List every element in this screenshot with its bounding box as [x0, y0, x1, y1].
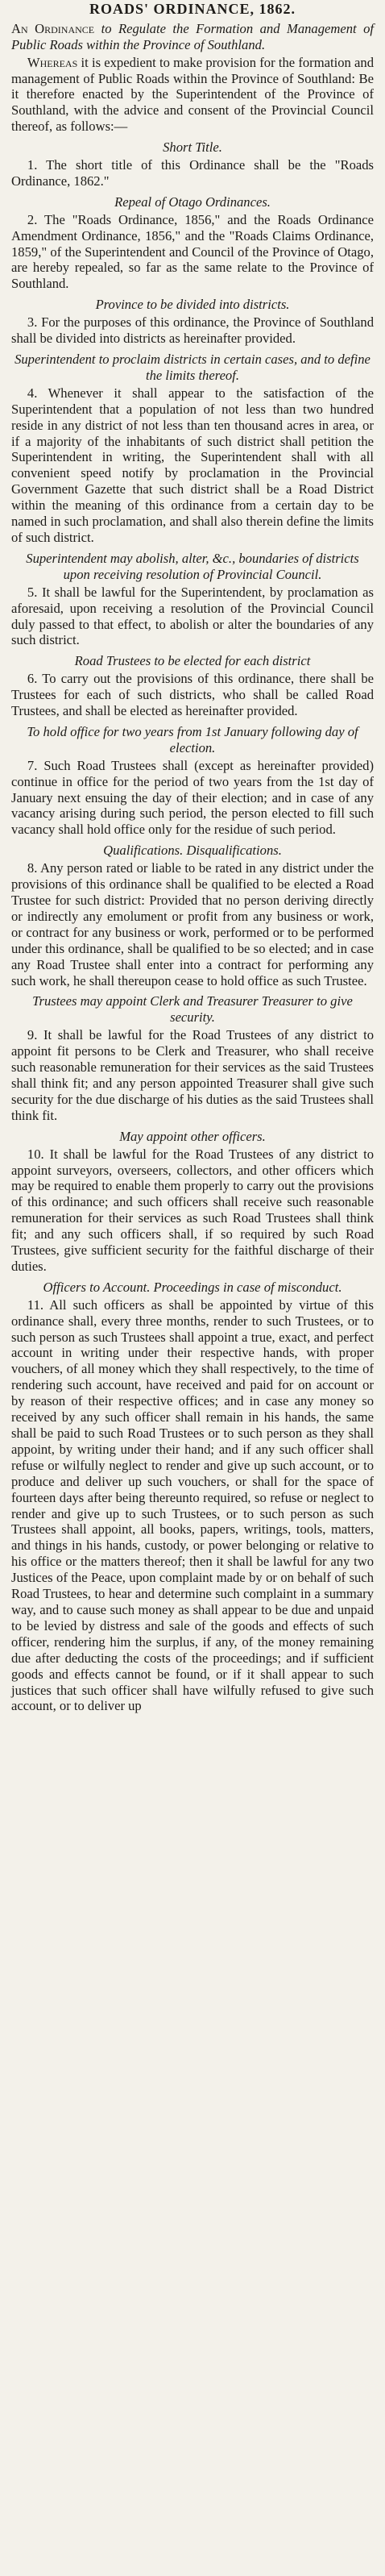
preamble-text: it is expedient to make provision for the formation and management of Public Roads within the Province of Southland: Be it therefore enacted by the Superintendent of the Province of Southland, with the advice and consent of the Provincial Council thereof, as follows:—	[11, 54, 374, 135]
section-heading: Trustees may appoint Clerk and Treasurer Treasurer to give security.	[32, 993, 353, 1026]
section-11	[11, 1280, 374, 1714]
section-10	[11, 1129, 374, 1275]
ordinance-intro	[11, 21, 374, 53]
section-heading: Repeal of Otago Ordinances.	[114, 194, 271, 210]
section-heading: May appoint other officers.	[119, 1128, 266, 1144]
page-title: ROADS' ORDINANCE, 1862.	[89, 1, 296, 17]
section-heading: Road Trustees to be elected for each district	[74, 653, 311, 669]
section-text: 1. The short title of this Ordinance shall be the "Roads Ordinance, 1862."	[11, 157, 374, 189]
section-heading: Short Title.	[163, 139, 222, 156]
section-6	[11, 653, 374, 719]
section-text: 11. All such officers as shall be appointed by virtue of this ordinance shall, every three months, render to such Trustees, or to such person as such Trustees shall appoint a true, exact, and perfect account in writing under their respective hands, with proper vouchers, of all money which they shall respectively, to the time of rendering such account, have received and paid for on account or by reason of their respective offices; and in case any money so received by any such officer shall remain in his hands, the same shall be paid to such Road Trustees or to such person as they shall appoint, by writing under their hand; and if any such officer shall refuse or wilfully neglect to render and give up such account, or to produce and deliver up such vouchers, or shall for the space of fourteen days after being thereunto required, so refuse or neglect to render and give up to such Trustees, or to such person as such Trustees shall appoint, all books, papers, writings, tools, matters, and things in his hands, custody, or power belonging or relative to his office or the matters thereof; then it shall be lawful for any two Justices of the Peace, upon complaint made by or on behalf of such Road Trustees, to hear and determine such complaint in a summary way, and to cause such money as shall appear to be due and unpaid to be levied by distress and sale of the goods and effects of such officer, rendering him the surplus, if any, of the money remaining due after deducting the costs of the proceedings; and if sufficient goods and effects cannot be found, or if it shall appear to such justices that such officer shall have wilfully refused to give such account, or to deliver up	[11, 1296, 374, 1714]
section-text: 9. It shall be lawful for the Road Trustees of any district to appoint fit persons to be Clerk and Treasurer, who shall receive such reasonable remuneration for their services as the said Trustees shall think fit; and any person appointed Treasurer shall give such security for the due discharge of his duties as the said Trustees shall think fit.	[11, 1027, 374, 1123]
preamble-lead: Whereas	[27, 54, 78, 70]
section-text: 3. For the purposes of this ordinance, the Province of Southland shall be divided into districts as hereinafter provided.	[11, 314, 374, 347]
section-heading: Qualifications. Disqualifications.	[103, 843, 282, 859]
section-text: 4. Whenever it shall appear to the satisfaction of the Superintendent that a population of not less than two hundred reside in any district of not less than ten thousand acres in area, or if a majority of the inhabitants of such district shall petition the Superintendent in writing, the Superintendent shall with all convenient speed notify by proclamation in the Provincial Government Gazette that such district shall be a Road District within the meaning of this ordinance from a certain day to be named in such proclamation, and shall also therein define the limits of such district.	[11, 385, 374, 545]
section-text: 5. It shall be lawful for the Superintendent, by proclamation as aforesaid, upon receiving a resolution of the Provincial Council duly passed to that effect, to abolish or alter the boundaries of any such district.	[11, 584, 374, 648]
section-8	[11, 843, 374, 988]
section-heading: Superintendent may abolish, alter, &c., boundaries of districts upon receiving resolution of Provincial Council.	[26, 550, 359, 582]
section-9	[11, 993, 374, 1123]
section-1	[11, 139, 374, 189]
section-text: 6. To carry out the provisions of this ordinance, there shall be Trustees for each of such districts, who shall be called Road Trustees, and shall be elected as hereinafter provided.	[11, 671, 374, 719]
section-heading: Province to be divided into districts.	[95, 297, 290, 313]
section-text: 10. It shall be lawful for the Road Trustees of any district to appoint surveyors, overseers, collectors, and other officers which may be required to enable them properly to carry out the provisions of this ordinance; and such officers shall receive such reasonable remuneration for their services as such Road Trustees shall think fit; and any such officers shall, if so required by such Road Trustees, give sufficient security for the faithful discharge of their duties.	[11, 1146, 374, 1274]
intro-purpose: to Regulate the Formation and Management of Public Roads within the Province of Southland.	[11, 20, 375, 52]
section-4	[11, 352, 374, 546]
section-heading: To hold office for two years from 1st January following day of election.	[27, 723, 358, 755]
intro-lead: An Ordinance	[11, 20, 95, 36]
section-2	[11, 194, 374, 292]
section-5	[11, 551, 374, 648]
section-text: 2. The "Roads Ordinance, 1856," and the Roads Ordinance Amendment Ordinance, 1856," and the "Roads Claims Ordinance, 1859," of the Superintendent and Council of the Province of Otago, are hereby repealed, so far as the same relate to the Province of Southland.	[11, 211, 374, 292]
section-3	[11, 297, 374, 347]
section-heading: Superintendent to proclaim districts in certain cases, and to define the limits thereof.	[14, 352, 371, 383]
section-heading: Officers to Account. Proceedings in case of misconduct.	[43, 1279, 342, 1295]
preamble	[11, 55, 374, 135]
section-text: 7. Such Road Trustees shall (except as hereinafter provided) continue in office for the period of two years from the 1st day of January next ensuing the day of their election; and in case of any vacancy arising during such period, the person elected to fill such vacancy shall hold office only for the residue of such period.	[11, 757, 374, 838]
section-7	[11, 724, 374, 838]
section-text: 8. Any person rated or liable to be rated in any district under the provisions of this ordinance shall be qualified to be elected a Road Trustee for such district: Provided that no person deriving directly or indirectly any emolument or profit from any business or work, or contract for any business or work, performed or to be performed under this ordinance, shall be qualified to be so elected; and in case any Road Trustee shall enter into a contract for performing any such work, he shall thereupon cease to hold office as such Trustee.	[11, 860, 374, 988]
